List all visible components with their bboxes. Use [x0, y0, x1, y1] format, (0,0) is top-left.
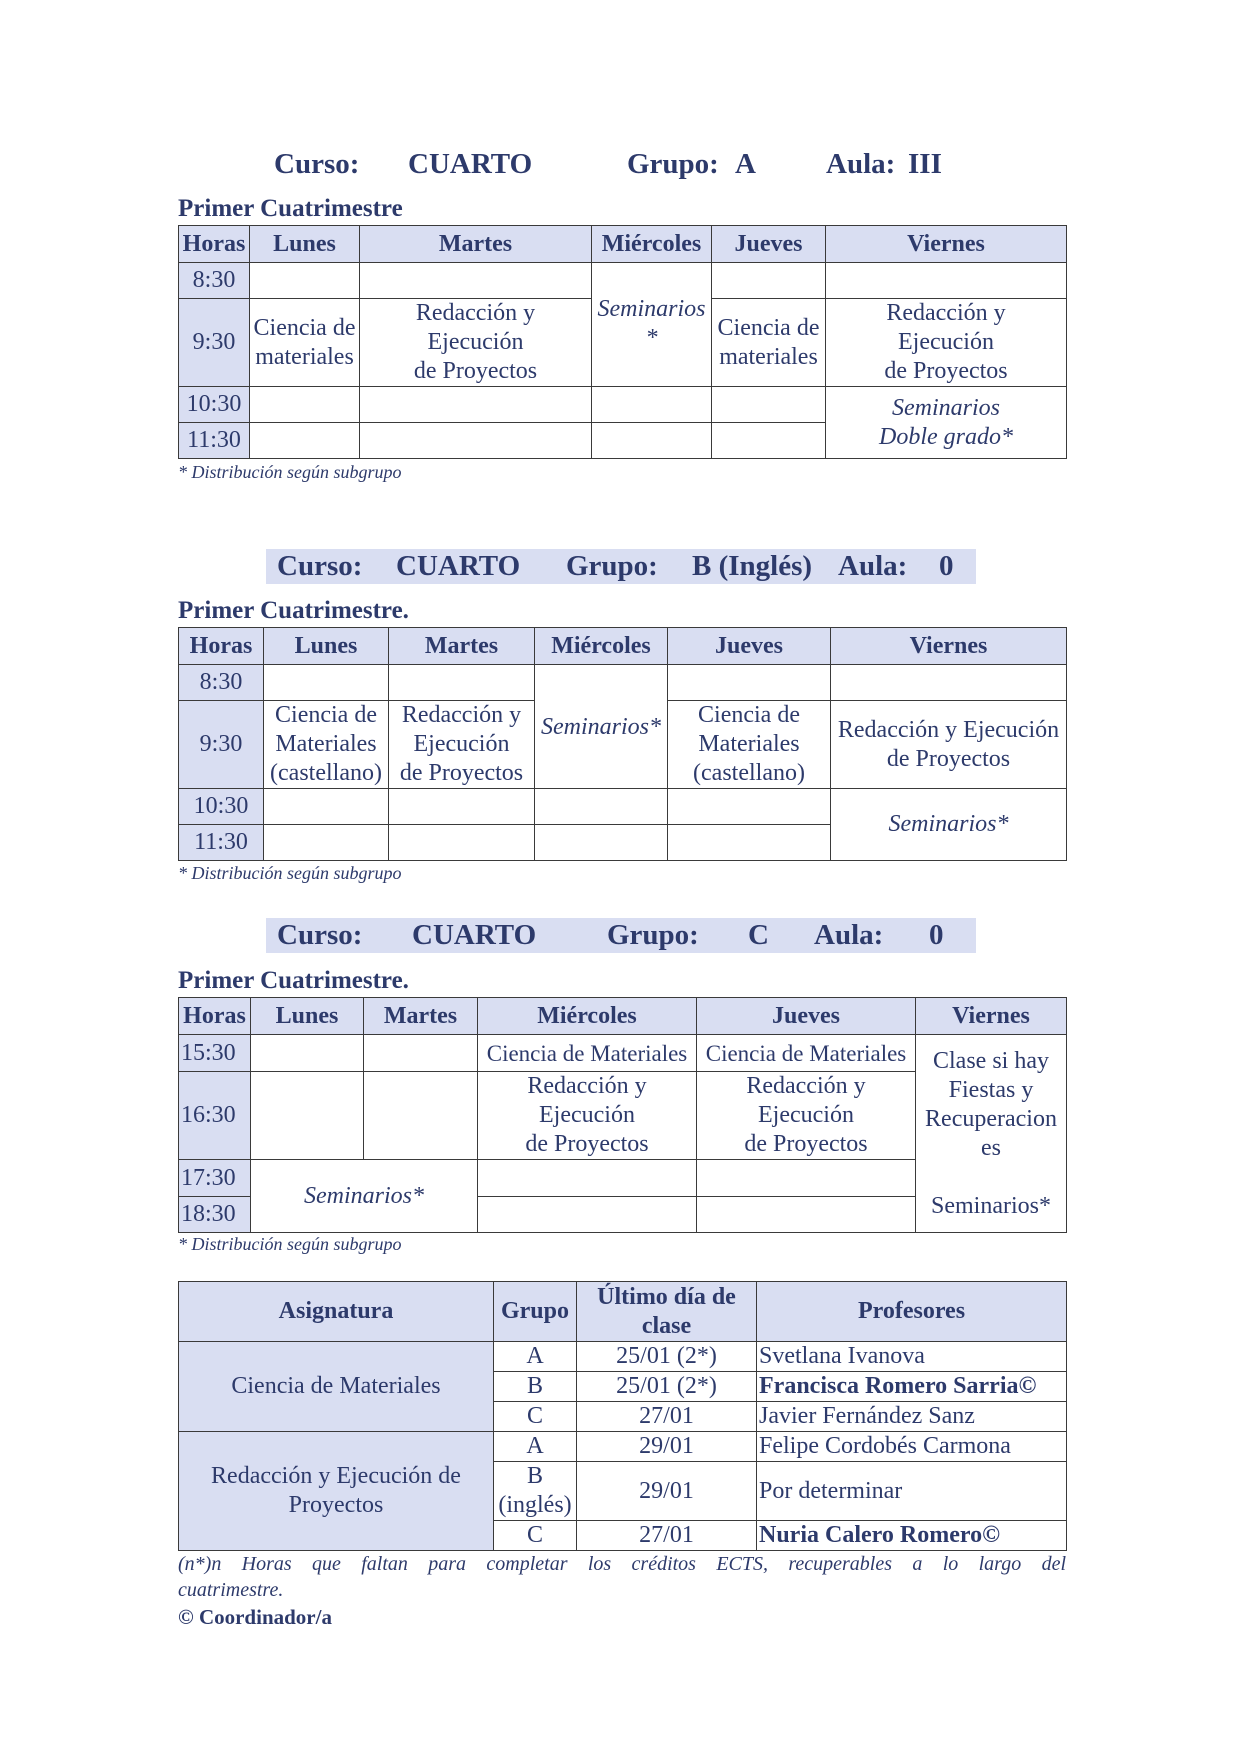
fecha-cell: 29/01 — [577, 1432, 757, 1462]
hour-cell: 8:30 — [179, 263, 250, 299]
cell-redaccion-proyectos: Redacción y Ejecución de Proyectos — [360, 299, 592, 387]
cell-ciencia-materiales: Ciencia de Materiales — [478, 1035, 697, 1072]
cell-redaccion-proyectos: Redacción y Ejecución de Proyectos — [389, 701, 535, 789]
grupo-cell: C — [494, 1521, 577, 1551]
cell-redaccion-proyectos: Redacción y Ejecución de Proyectos — [478, 1072, 697, 1160]
cell-seminarios: Seminarios * — [592, 263, 712, 387]
semester-title-c: Primer Cuatrimestre. — [178, 967, 409, 994]
hour-cell: 9:30 — [179, 299, 250, 387]
cell-ciencia-materiales: Ciencia de materiales — [250, 299, 360, 387]
curso-label-a: Curso: — [274, 148, 360, 180]
hour-cell: 11:30 — [179, 825, 264, 861]
cell-seminarios: Seminarios* — [251, 1160, 478, 1233]
fecha-cell: 25/01 (2*) — [577, 1342, 757, 1372]
col-header-lunes: Lunes — [264, 628, 389, 665]
timetable-a — [178, 225, 1067, 459]
subject-redaccion-proyectos: Redacción y Ejecución de Proyectos — [179, 1432, 494, 1551]
col-header-miercoles: Miércoles — [592, 226, 712, 263]
col-header-ultimo-dia: Último día de clase — [577, 1282, 757, 1342]
col-header-viernes: Viernes — [916, 998, 1067, 1035]
curso-value-c: CUARTO — [412, 919, 537, 951]
hour-cell: 17:30 — [179, 1160, 251, 1197]
profesor-cell: Por determinar — [757, 1462, 1067, 1521]
semester-title-b: Primer Cuatrimestre. — [178, 597, 409, 624]
col-header-lunes: Lunes — [251, 998, 364, 1035]
profesor-cell: Svetlana Ivanova — [757, 1342, 1067, 1372]
cell-ciencia-materiales: Ciencia de Materiales — [697, 1035, 916, 1072]
grupo-label-c: Grupo: — [607, 919, 699, 951]
curso-value-b: CUARTO — [396, 550, 521, 582]
grupo-cell: C — [494, 1402, 577, 1432]
col-header-jueves: Jueves — [697, 998, 916, 1035]
aula-label-a: Aula: — [826, 148, 896, 180]
col-header-miercoles: Miércoles — [478, 998, 697, 1035]
aula-value-c: 0 — [929, 919, 944, 951]
aula-label-c: Aula: — [814, 919, 884, 951]
col-header-jueves: Jueves — [668, 628, 831, 665]
profesor-cell-coordinator: Francisca Romero Sarria© — [757, 1372, 1067, 1402]
curso-label-c: Curso: — [277, 919, 363, 951]
col-header-jueves: Jueves — [712, 226, 826, 263]
grupo-cell: B — [494, 1372, 577, 1402]
curso-value-a: CUARTO — [408, 148, 533, 180]
grupo-cell: B (inglés) — [494, 1462, 577, 1521]
grupo-label-a: Grupo: — [627, 148, 719, 180]
curso-label-b: Curso: — [277, 550, 363, 582]
col-header-asignatura: Asignatura — [179, 1282, 494, 1342]
timetable-b — [178, 627, 1067, 861]
cell-ciencia-materiales: Ciencia de Materiales (castellano) — [668, 701, 831, 789]
footnote-ects-cont: cuatrimestre. — [178, 1579, 284, 1601]
hour-cell: 15:30 — [179, 1035, 251, 1072]
col-header-martes: Martes — [364, 998, 478, 1035]
grupo-label-b: Grupo: — [566, 550, 658, 582]
fecha-cell: 29/01 — [577, 1462, 757, 1521]
cell-redaccion-proyectos: Redacción y Ejecución de Proyectos — [831, 701, 1067, 789]
fecha-cell: 27/01 — [577, 1402, 757, 1432]
cell-seminarios-doble-grado: Seminarios Doble grado* — [826, 387, 1067, 459]
grupo-value-b: B (Inglés) — [692, 550, 813, 582]
cell-clase-fiestas-seminarios: Clase si hay Fiestas y Recuperacion es Seminarios* — [916, 1035, 1067, 1233]
cell-seminarios: Seminarios* — [831, 789, 1067, 861]
profesor-cell: Felipe Cordobés Carmona — [757, 1432, 1067, 1462]
col-header-horas: Horas — [179, 628, 264, 665]
hour-cell: 16:30 — [179, 1072, 251, 1160]
fecha-cell: 25/01 (2*) — [577, 1372, 757, 1402]
hour-cell: 9:30 — [179, 701, 264, 789]
hour-cell: 10:30 — [179, 789, 264, 825]
grupo-value-a: A — [735, 148, 756, 180]
col-header-horas: Horas — [179, 226, 250, 263]
hour-cell: 10:30 — [179, 387, 250, 423]
col-header-martes: Martes — [360, 226, 592, 263]
col-header-miercoles: Miércoles — [535, 628, 668, 665]
cell-ciencia-materiales: Ciencia de materiales — [712, 299, 826, 387]
cell-ciencia-materiales: Ciencia de Materiales (castellano) — [264, 701, 389, 789]
aula-value-a: III — [908, 148, 942, 180]
timetable-c — [178, 997, 1067, 1233]
grupo-cell: A — [494, 1342, 577, 1372]
aula-label-b: Aula: — [838, 550, 908, 582]
aula-value-b: 0 — [939, 550, 954, 582]
hour-cell: 8:30 — [179, 665, 264, 701]
col-header-horas: Horas — [179, 998, 251, 1035]
semester-title-a: Primer Cuatrimestre — [178, 195, 403, 222]
cell-redaccion-proyectos: Redacción y Ejecución de Proyectos — [826, 299, 1067, 387]
hour-cell: 11:30 — [179, 423, 250, 459]
note-a: * Distribución según subgrupo — [178, 462, 402, 482]
summary-table — [178, 1281, 1067, 1551]
note-b: * Distribución según subgrupo — [178, 863, 402, 883]
col-header-profesores: Profesores — [757, 1282, 1067, 1342]
col-header-lunes: Lunes — [250, 226, 360, 263]
note-c: * Distribución según subgrupo — [178, 1234, 402, 1254]
profesor-cell: Javier Fernández Sanz — [757, 1402, 1067, 1432]
cell-seminarios: Seminarios* — [535, 665, 668, 789]
subject-ciencia-materiales: Ciencia de Materiales — [179, 1342, 494, 1432]
col-header-grupo: Grupo — [494, 1282, 577, 1342]
coordinator-legend: © Coordinador/a — [178, 1605, 332, 1629]
col-header-viernes: Viernes — [831, 628, 1067, 665]
grupo-cell: A — [494, 1432, 577, 1462]
profesor-cell-coordinator: Nuria Calero Romero© — [757, 1521, 1067, 1551]
cell-redaccion-proyectos: Redacción y Ejecución de Proyectos — [697, 1072, 916, 1160]
col-header-viernes: Viernes — [826, 226, 1067, 263]
fecha-cell: 27/01 — [577, 1521, 757, 1551]
footnote-ects: (n*)n Horas que faltan para completar los créditos ECTS, recuperables a lo largo del — [178, 1553, 1066, 1575]
col-header-martes: Martes — [389, 628, 535, 665]
hour-cell: 18:30 — [179, 1197, 251, 1233]
grupo-value-c: C — [748, 919, 769, 951]
